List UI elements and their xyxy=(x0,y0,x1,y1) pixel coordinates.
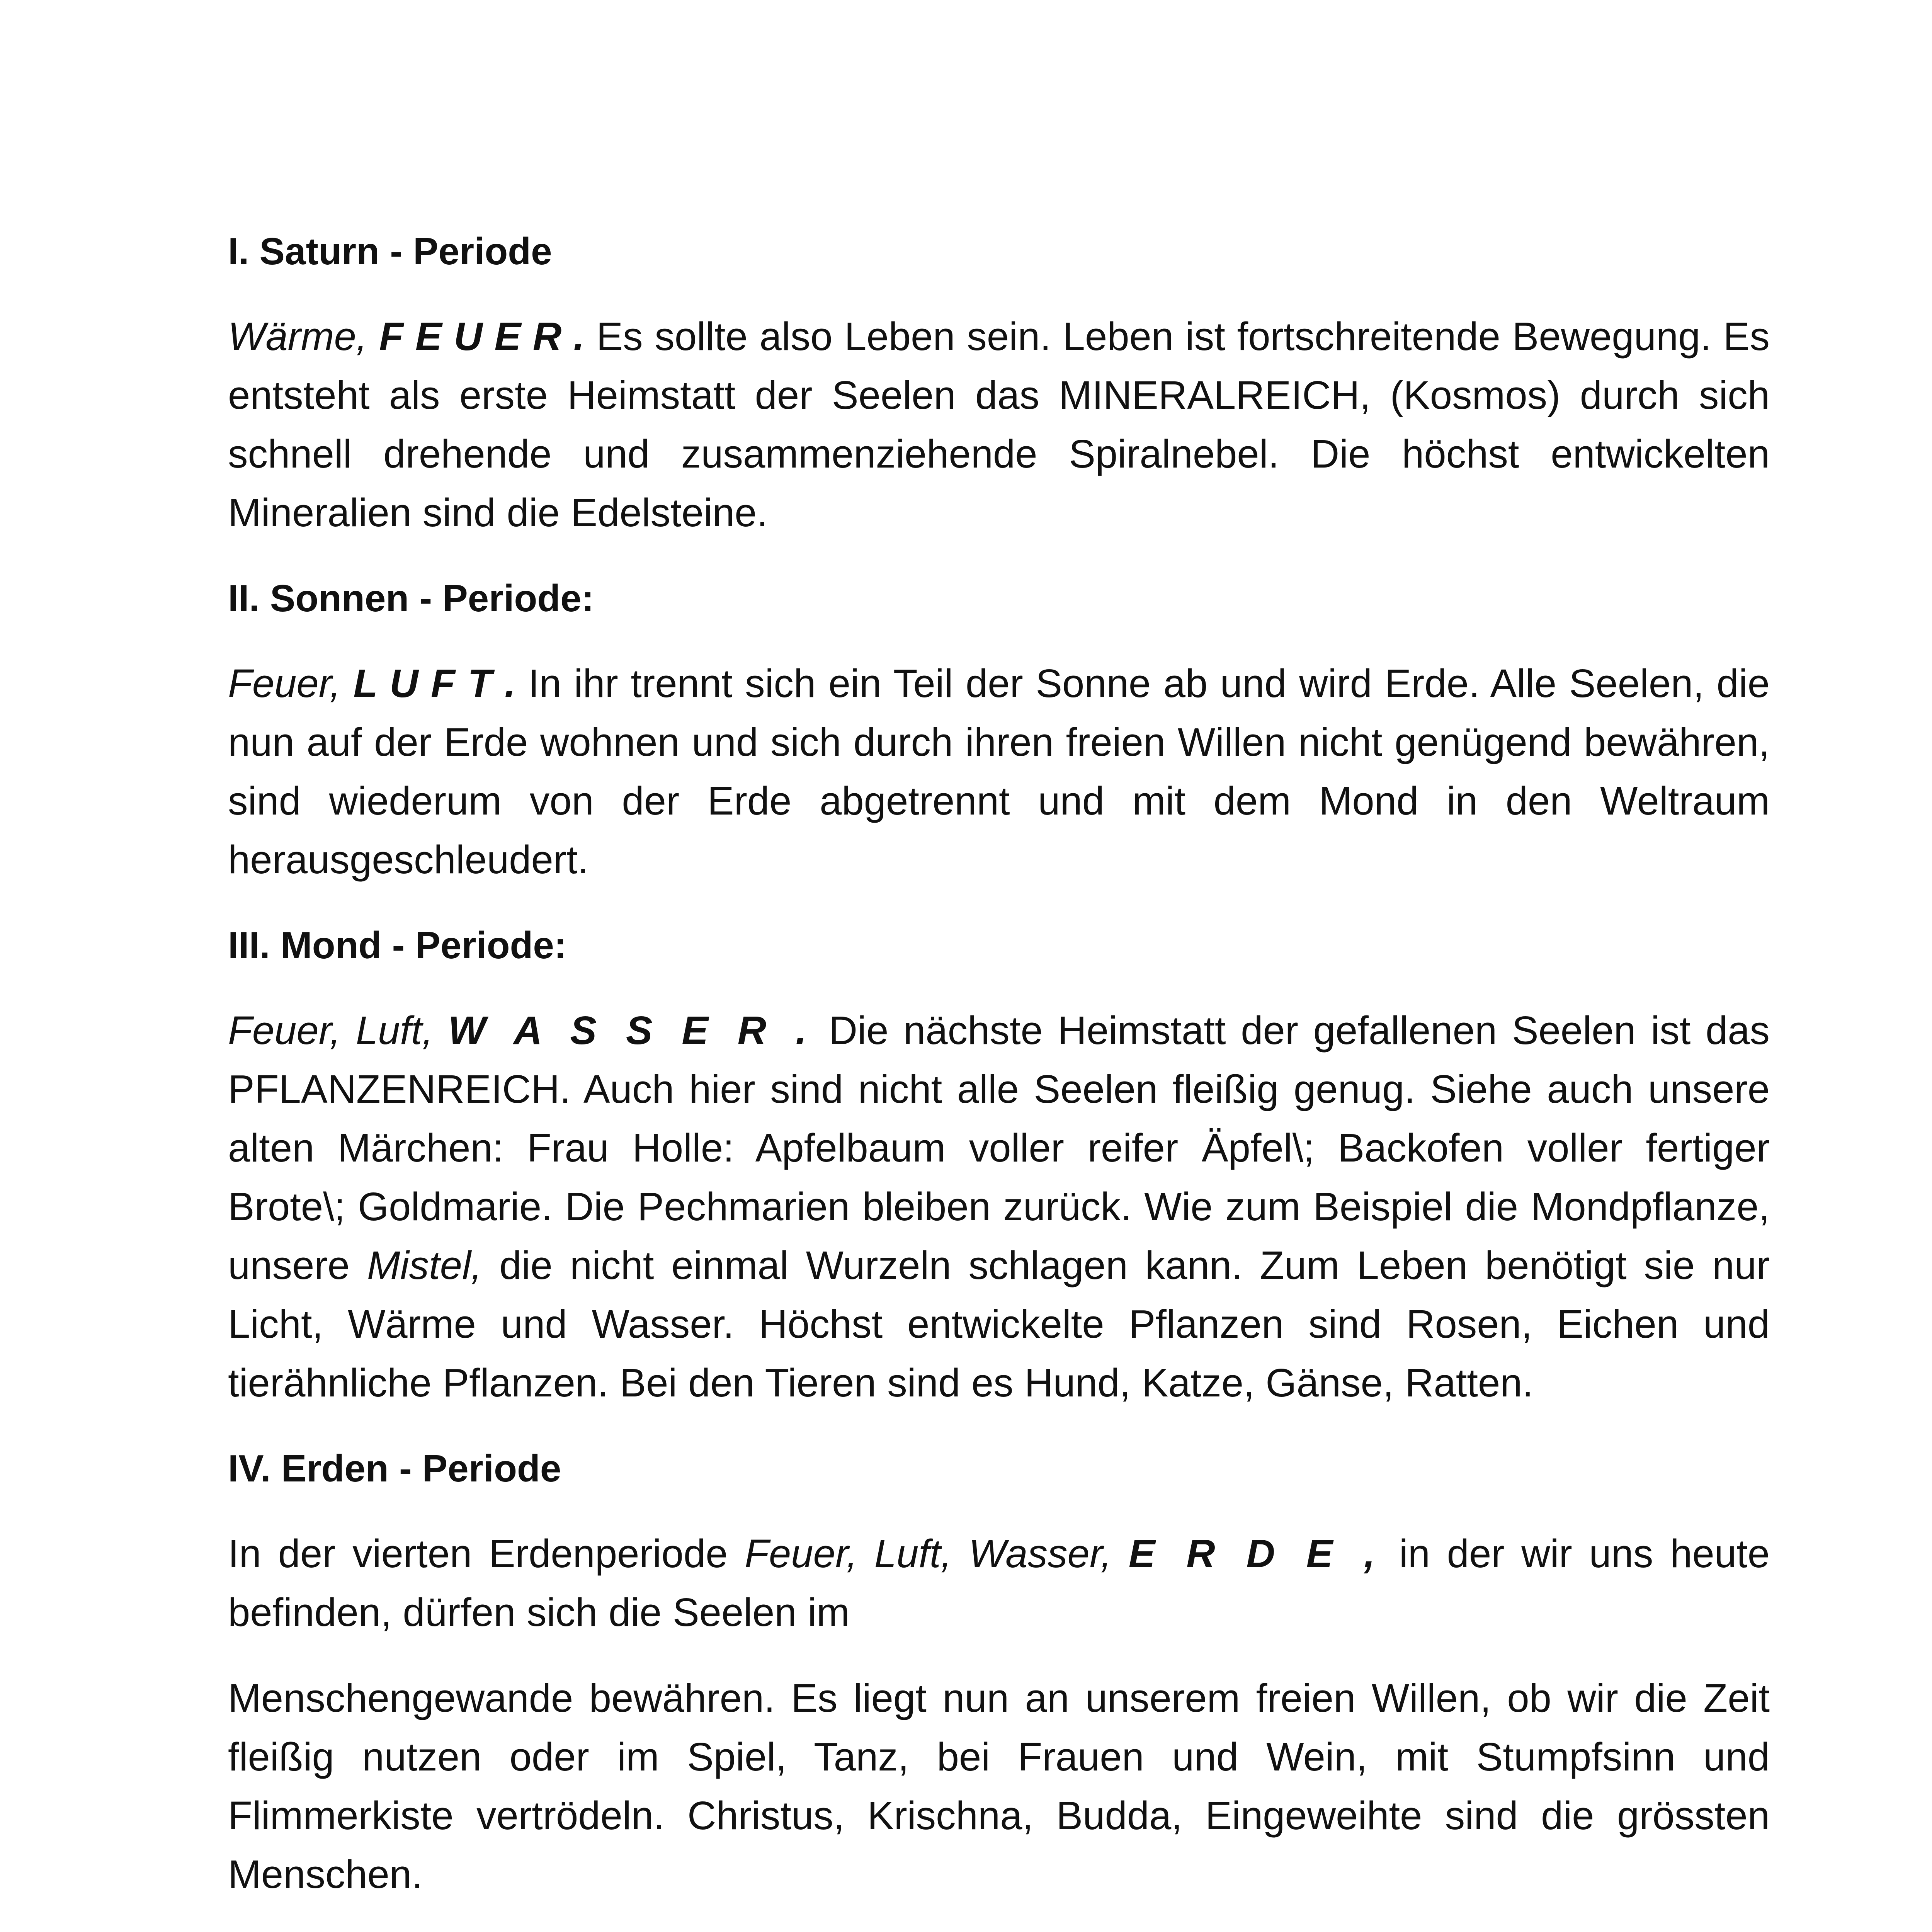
paragraph-text: In der vierten Erdenperiode xyxy=(228,1531,745,1576)
section-heading-sonnen: II. Sonnen - Periode: xyxy=(228,577,594,619)
page-body xyxy=(228,222,1770,1932)
section-heading-saturn: I. Saturn - Periode xyxy=(228,230,552,272)
element-wasser: W A S S E R . xyxy=(448,1008,814,1053)
paragraph-erden-1 xyxy=(228,1524,1770,1642)
paragraph-text: In ihr trennt sich ein Teil der Sonne ab und wird Erde. Alle Seelen, die nun auf der Erde wohnen und sich durch ihren freien Willen nicht genügend bewähren, sind wiederum von der Erde abgetrennt und mit dem Mond in den Weltraum herausgeschleudert. xyxy=(228,661,1770,882)
paragraph-saturn xyxy=(228,307,1770,542)
italic-lead: Wärme, xyxy=(228,314,379,359)
italic-term: Feuer, Luft, Wasser, xyxy=(745,1531,1129,1576)
element-luft: L U F T . xyxy=(353,661,516,706)
italic-lead: Feuer, xyxy=(228,661,354,706)
paragraph-text: in der wir uns heute befinden, dürfen sich die Seelen im xyxy=(228,1531,1770,1634)
paragraph-sonnen xyxy=(228,654,1770,889)
section-heading-erden: IV. Erden - Periode xyxy=(228,1447,561,1490)
element-feuer: F E U E R . xyxy=(379,314,585,359)
paragraph-erden-2: Menschengewande bewähren. Es liegt nun an unserem freien Willen, ob wir die Zeit fleißig nutzen oder im Spiel, Tanz, bei Frauen und Wein, mit Stumpfsinn und Flimmerkiste vertrödeln. Christus, Krischna, Budda, Eingeweihte sind die grössten Menschen. xyxy=(228,1676,1770,1896)
paragraph-text: die nicht einmal Wurzeln schlagen kann. Zum Leben benötigt sie nur Licht, Wärme und Wasser. Höchst entwickelte Pflanzen sind Rosen, Eichen und tierähnliche Pflanzen. Bei den Tieren sind es Hund, Katze, Gänse, Ratten. xyxy=(228,1243,1770,1405)
element-erde: E R D E , xyxy=(1128,1531,1383,1576)
section-heading-mond: III. Mond - Periode: xyxy=(228,924,567,966)
paragraph-text: Die nächste Heimstatt der gefallenen Seelen ist das PFLANZENREICH. Auch hier sind nicht alle Seelen fleißig genug. Siehe auch unsere alten Märchen: Frau Holle: Apfelbaum voller reifer Äpfel\; Backofen voller fertiger Brote\; Goldmarie. Die Pechmarien bleiben zurück. Wie zum Beispiel die Mondpflanze, unsere xyxy=(228,1008,1770,1287)
paragraph-mond xyxy=(228,1001,1770,1412)
paragraph-text: Es sollte also Leben sein. Leben ist fortschreitende Bewegung. Es entsteht als erste Heimstatt der Seelen das MINERALREICH, (Kosmos) durch sich schnell drehende und zusammenziehende Spiralnebel. Die höchst entwickelten Mineralien sind die Edelsteine. xyxy=(228,314,1770,535)
italic-lead: Feuer, Luft, xyxy=(228,1008,448,1053)
italic-term: Mistel, xyxy=(367,1243,482,1287)
